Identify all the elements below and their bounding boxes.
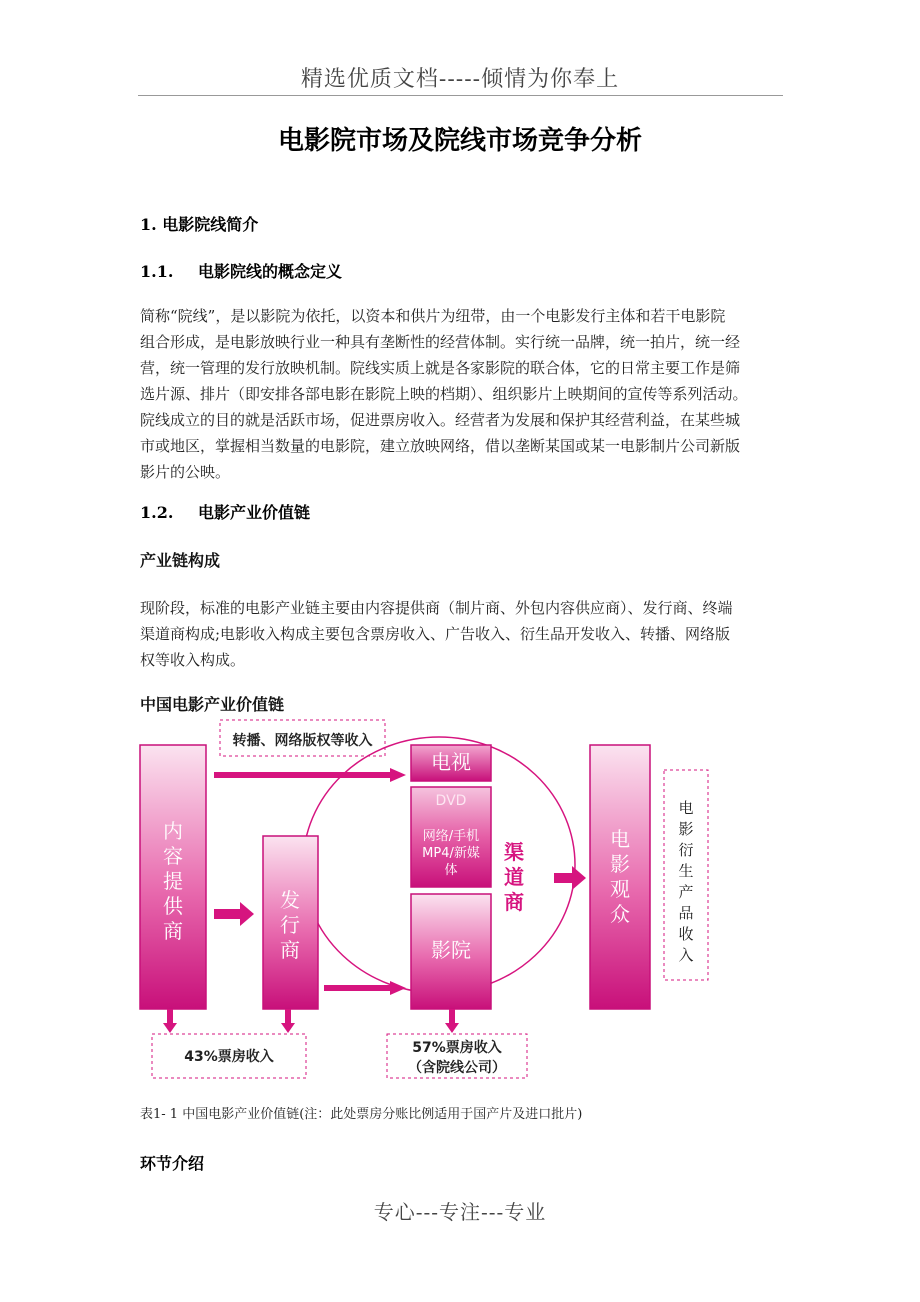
tv-label: 电视 (431, 750, 471, 774)
header-divider (138, 95, 783, 96)
section-intro-heading: 环节介绍 (140, 1154, 205, 1173)
industry-chain-subheading: 产业链构成 (140, 551, 221, 570)
paragraph-line: 选片源、排片（即安排各部电影在影院上映的档期）、组织影片上映期间的宣传等系列活动。 (140, 385, 748, 403)
box-office-57-label: 57%票房收入 (412, 1040, 502, 1056)
paragraph-line: 组合形成，是电影放映行业一种具有垄断性的经营体制。实行统一品牌，统一拍片，统一经 (140, 333, 741, 351)
channel-label: 渠道商 (504, 840, 524, 914)
section-1-1-number: 1.1. (140, 262, 174, 281)
document-title: 电影院市场及院线市场竞争分析 (277, 126, 642, 156)
audience-label: 电影观众 (610, 827, 630, 926)
section-1-2-number: 1.2. (140, 503, 174, 522)
concept-paragraph (140, 303, 782, 485)
box-office-43-label: 43%票房收入 (184, 1049, 274, 1065)
section-1-1-title: 电影院线的概念定义 (198, 262, 343, 281)
value-chain-heading: 中国电影产业价值链 (140, 695, 285, 714)
paragraph-line: 渠道商构成;电影收入构成主要包含票房收入、广告收入、衍生品开发收入、转播、网络版 (140, 625, 731, 643)
paragraph-line: 营，统一管理的发行放映机制。院线实质上就是各家影院的联合体，它的日常主要工作是筛 (140, 359, 741, 377)
page-header: 精选优质文档-----倾情为你奉上 (300, 67, 620, 92)
section-1-1-heading (140, 259, 342, 282)
broadcast-income-label: 转播、网络版权等收入 (232, 733, 373, 749)
paragraph-line: 院线成立的目的就是活跃市场，促进票房收入。经营者为发展和保护其经营利益，在某些城 (140, 411, 741, 429)
content-provider-label: 内容提供商 (163, 819, 183, 943)
industry-chain-paragraph (140, 595, 782, 673)
box-office-57-note: （含院线公司） (408, 1060, 506, 1076)
page-footer: 专心---专注---专业 (373, 1200, 547, 1224)
paragraph-line: 权等收入构成。 (140, 651, 246, 669)
paragraph-line: 市或地区，掌握相当数量的电影院，建立放映网络，借以垄断某国或某一电影制片公司新版 (140, 437, 741, 455)
section-1-2-heading (140, 500, 310, 523)
paragraph-line: 现阶段，标准的电影产业链主要由内容提供商（制片商、外包内容供应商）、发行商、终端 (140, 599, 733, 617)
dvd-label: DVD (435, 793, 467, 809)
figure-caption: 表1- 1 中国电影产业价值链(注：此处票房分账比例适用于国产片及进口批片) (140, 1107, 583, 1122)
derivative-income-label: 电影衍生产品收入 (678, 799, 694, 964)
section-1-heading: 1. 电影院线简介 (140, 215, 259, 234)
distributor-label: 发行商 (280, 888, 300, 962)
section-1-2-title: 电影产业价值链 (198, 503, 311, 522)
paragraph-line: 简称“院线”，是以影院为依托，以资本和供片为纽带，由一个电影发行主体和若干电影院 (140, 307, 726, 325)
value-chain-diagram (138, 718, 710, 1084)
paragraph-line: 影片的公映。 (140, 463, 231, 481)
online-media-label: 网络/手机MP4/新媒体 (422, 829, 480, 878)
cinema-label: 影院 (431, 938, 471, 962)
